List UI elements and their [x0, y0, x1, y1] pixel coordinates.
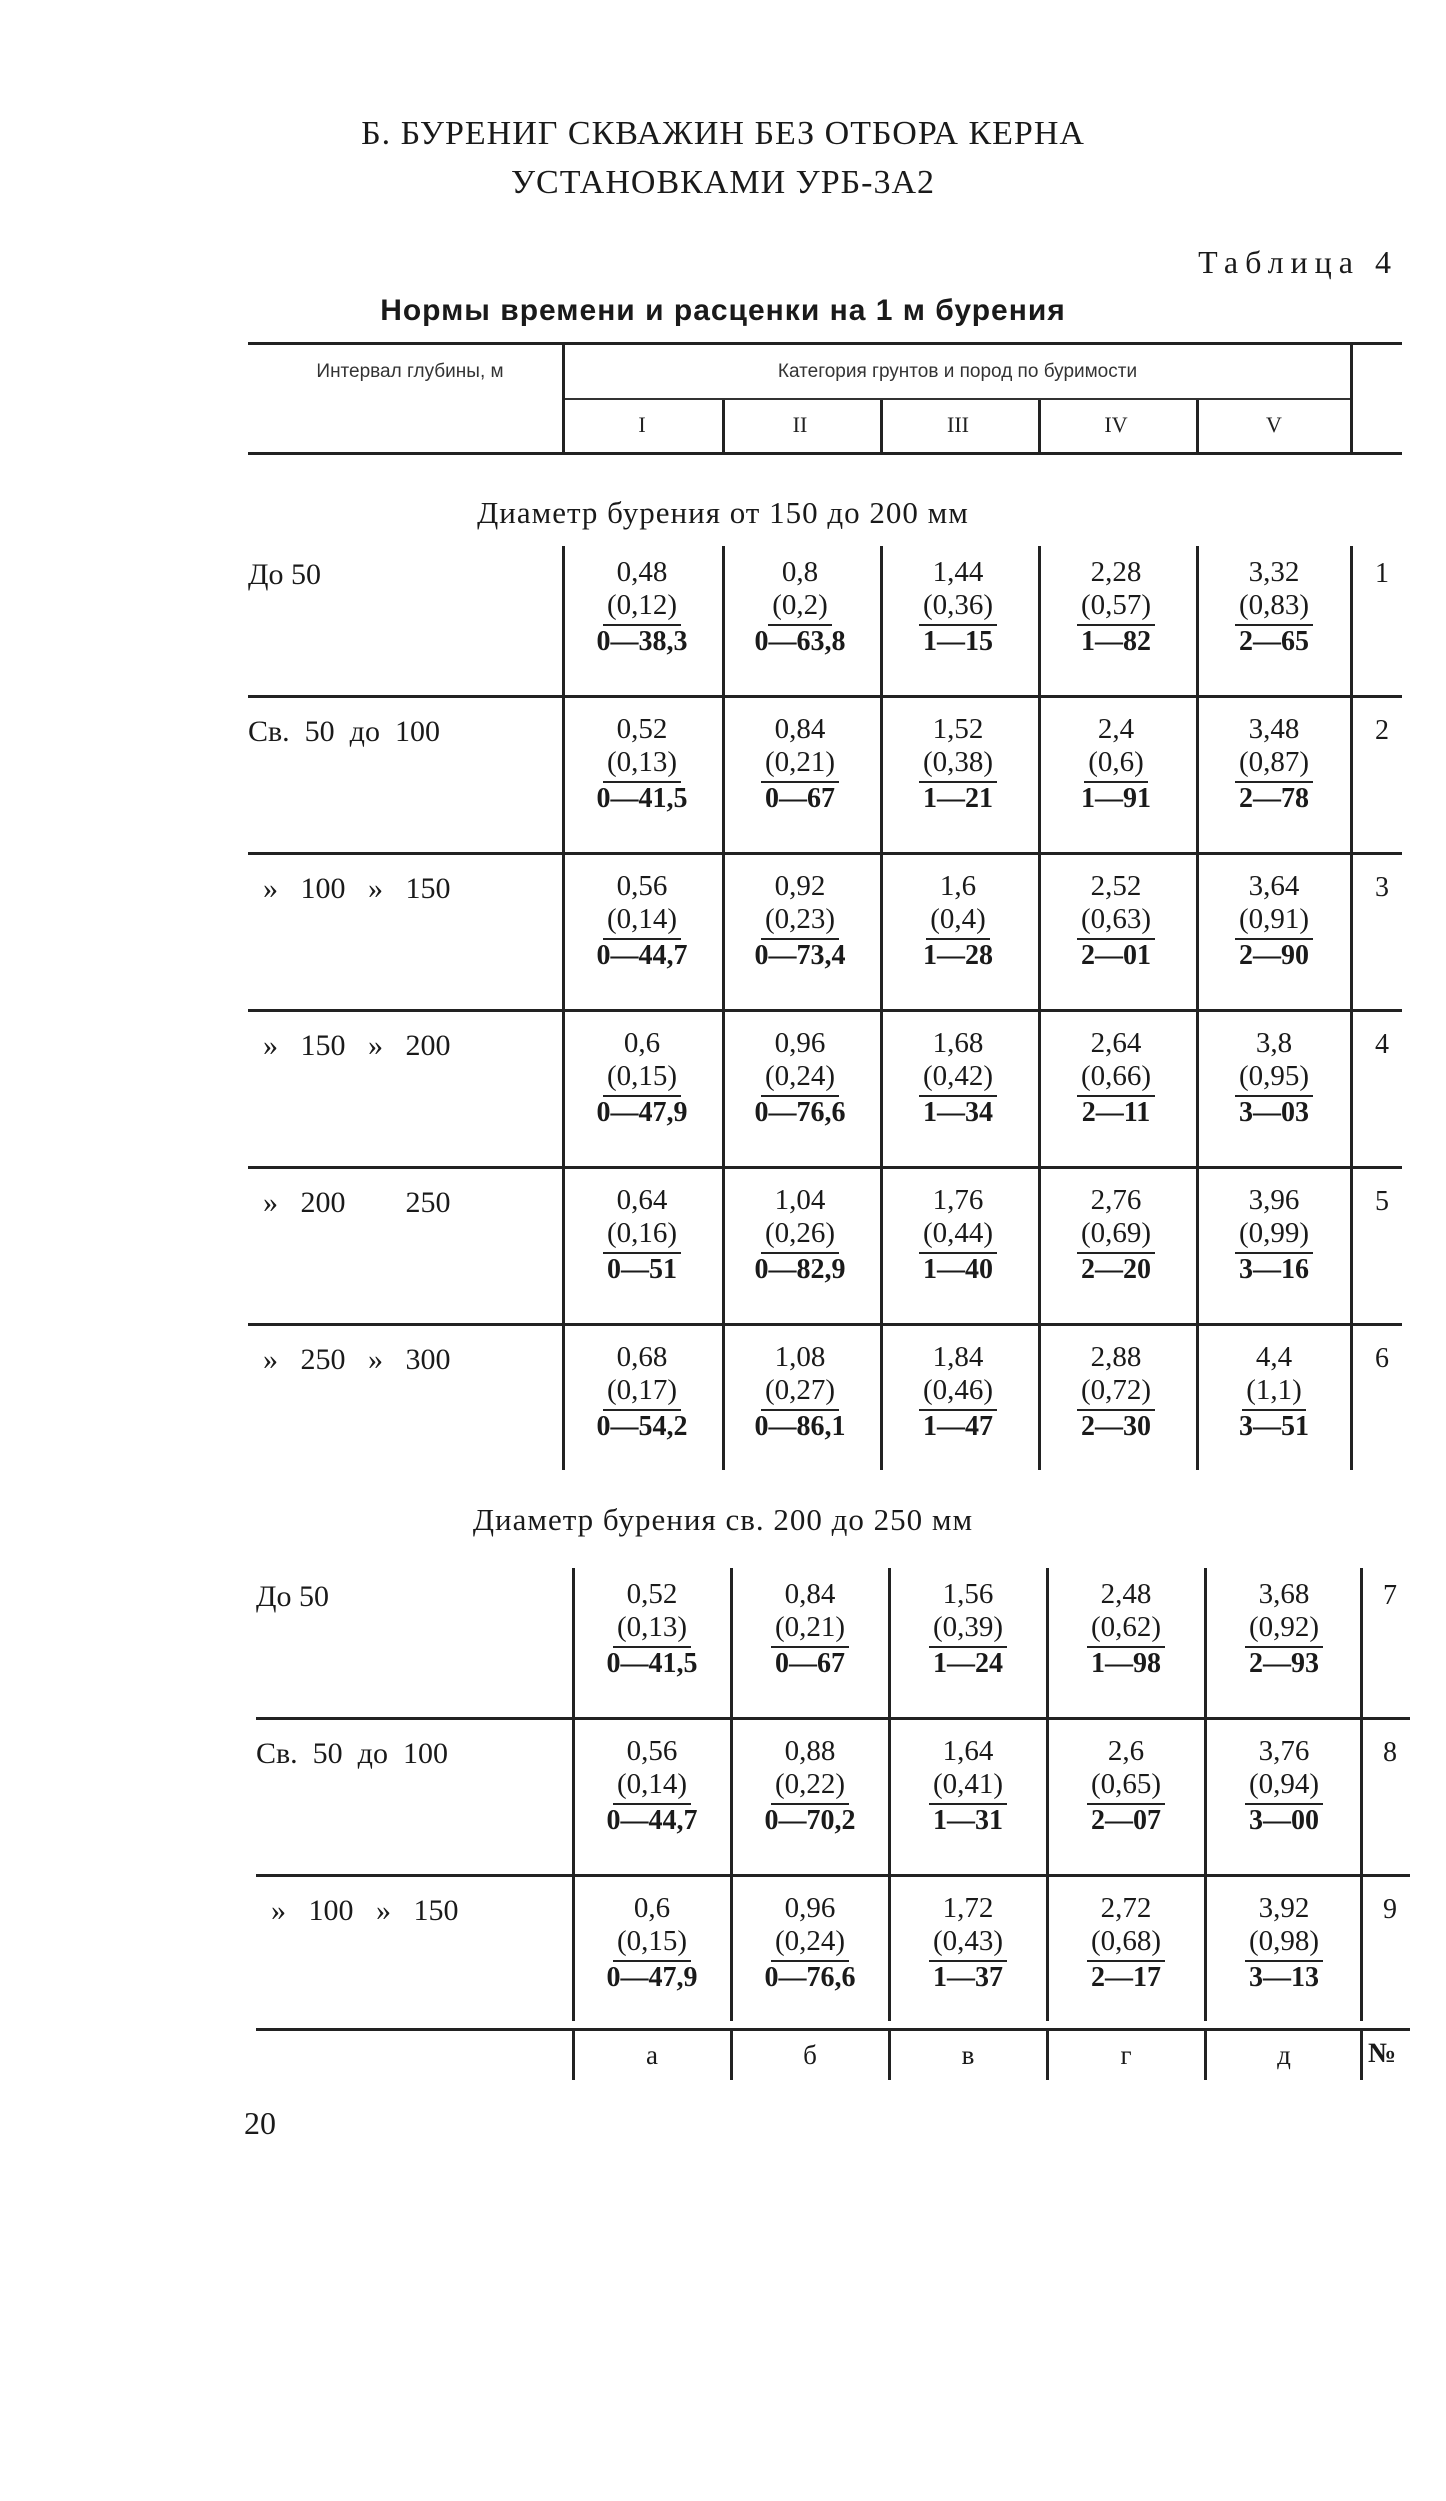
- rate-value: 1—21: [923, 783, 993, 814]
- machine-time: (0,26): [761, 1219, 839, 1254]
- machine-time: (0,92): [1245, 1613, 1323, 1648]
- table-cell: [883, 1186, 1033, 1284]
- table-cell: [1199, 1343, 1349, 1441]
- row-separator: [248, 1166, 1402, 1169]
- machine-time: (0,66): [1077, 1062, 1155, 1097]
- time-norm: 2,52: [1090, 870, 1142, 902]
- time-norm: 1,64: [942, 1735, 994, 1767]
- header-bottom-rule: [248, 452, 1402, 455]
- table-cell: [883, 1343, 1033, 1441]
- time-norm: 2,28: [1090, 556, 1142, 588]
- rate-value: 0—41,5: [606, 1648, 698, 1679]
- time-norm: 0,64: [616, 1184, 668, 1216]
- row-label: » 250 » 300: [248, 1343, 451, 1376]
- category-ii: II: [792, 412, 808, 437]
- rate-value: 0—54,2: [596, 1411, 688, 1442]
- category-v: V: [1266, 412, 1282, 437]
- heading-line-2: УСТАНОВКАМИ УРБ-3А2: [510, 164, 936, 201]
- time-norm: 0,6: [633, 1892, 671, 1924]
- table-cell: [725, 558, 875, 656]
- rate-value: 1—37: [933, 1962, 1003, 1993]
- row-separator: [256, 1717, 1410, 1720]
- machine-time: (0,63): [1077, 905, 1155, 940]
- time-norm: 0,56: [616, 870, 668, 902]
- rate-value: 2—65: [1239, 626, 1309, 657]
- rate-value: 0—70,2: [764, 1805, 856, 1836]
- table-cell: [1209, 1737, 1359, 1835]
- rate-value: 0—76,6: [764, 1962, 856, 1993]
- rate-value: 0—51: [607, 1254, 677, 1285]
- machine-time: (0,38): [919, 748, 997, 783]
- row-number: 9: [1383, 1894, 1397, 1925]
- table-cell: [725, 872, 875, 970]
- table-cell: [1199, 715, 1349, 813]
- rate-value: 2—78: [1239, 783, 1309, 814]
- row-label: » 100 » 150: [248, 872, 451, 905]
- time-norm: 0,8: [781, 556, 819, 588]
- column-line: [572, 1568, 575, 2021]
- table-cell: [577, 1737, 727, 1835]
- column-line: [1196, 546, 1199, 1470]
- rate-value: 1—24: [933, 1648, 1003, 1679]
- machine-time: (0,16): [603, 1219, 681, 1254]
- table-cell: [883, 872, 1033, 970]
- machine-time: (0,4): [926, 905, 990, 940]
- time-norm: 0,84: [784, 1578, 836, 1610]
- rate-value: 0—82,9: [754, 1254, 846, 1285]
- column-line: [722, 546, 725, 1470]
- row-number: 6: [1375, 1343, 1389, 1374]
- time-norm: 3,96: [1248, 1184, 1300, 1216]
- rate-value: 2—20: [1081, 1254, 1151, 1285]
- machine-time: (0,17): [603, 1376, 681, 1411]
- footer-vline: [1360, 2030, 1363, 2080]
- table-cell: [567, 1343, 717, 1441]
- table-cell: [1041, 715, 1191, 813]
- time-norm: 0,88: [784, 1735, 836, 1767]
- rate-value: 0—76,6: [754, 1097, 846, 1128]
- machine-time: (0,14): [603, 905, 681, 940]
- footer-number-label: №: [1368, 2038, 1397, 2069]
- rate-value: 1—91: [1081, 783, 1151, 814]
- time-norm: 1,84: [932, 1341, 984, 1373]
- rate-value: 2—90: [1239, 940, 1309, 971]
- column-line: [888, 1568, 891, 2021]
- machine-time: (0,99): [1235, 1219, 1313, 1254]
- machine-time: (0,98): [1245, 1927, 1323, 1962]
- machine-time: (0,42): [919, 1062, 997, 1097]
- time-norm: 3,48: [1248, 713, 1300, 745]
- table-cell: [725, 1186, 875, 1284]
- time-norm: 4,4: [1255, 1341, 1293, 1373]
- machine-time: (0,39): [929, 1613, 1007, 1648]
- page-number: 20: [244, 2105, 276, 2141]
- table-cell: [893, 1737, 1043, 1835]
- rate-value: 2—07: [1091, 1805, 1161, 1836]
- table-cell: [577, 1894, 727, 1992]
- machine-time: (0,6): [1084, 748, 1148, 783]
- table-cell: [567, 872, 717, 970]
- table-cell: [883, 715, 1033, 813]
- time-norm: 1,76: [932, 1184, 984, 1216]
- machine-time: (0,43): [929, 1927, 1007, 1962]
- machine-time: (0,15): [613, 1927, 691, 1962]
- row-label: Св. 50 до 100: [248, 715, 440, 748]
- row-number: 7: [1383, 1580, 1397, 1611]
- machine-time: (0,23): [761, 905, 839, 940]
- machine-time: (0,22): [771, 1770, 849, 1805]
- column-line: [880, 546, 883, 1470]
- table-label: Таблица 4: [1198, 244, 1398, 280]
- table-cell: [1051, 1580, 1201, 1678]
- rate-value: 0—38,3: [596, 626, 688, 657]
- column-line: [1350, 546, 1353, 1470]
- time-norm: 2,48: [1100, 1578, 1152, 1610]
- table-subtitle: Нормы времени и расценки на 1 м бурения: [380, 294, 1066, 327]
- time-norm: 2,4: [1097, 713, 1135, 745]
- column-line: [1046, 1568, 1049, 2021]
- row-number: 1: [1375, 558, 1389, 589]
- machine-time: (0,46): [919, 1376, 997, 1411]
- table-cell: [567, 1029, 717, 1127]
- time-norm: 1,6: [939, 870, 977, 902]
- rate-value: 2—11: [1081, 1097, 1151, 1128]
- heading-line-1: Б. БУРЕНИГ СКВАЖИН БЕЗ ОТБОРА КЕРНА: [361, 115, 1085, 152]
- row-separator: [248, 1323, 1402, 1326]
- rate-value: 1—98: [1091, 1648, 1161, 1679]
- table-cell: [725, 715, 875, 813]
- table-cell: [1209, 1580, 1359, 1678]
- footer-letter-v: в: [961, 2040, 975, 2070]
- rate-value: 0—41,5: [596, 783, 688, 814]
- table-cell: [735, 1737, 885, 1835]
- time-norm: 0,48: [616, 556, 668, 588]
- row-label: » 100 » 150: [256, 1894, 459, 1927]
- machine-time: (0,57): [1077, 591, 1155, 626]
- machine-time: (0,68): [1087, 1927, 1165, 1962]
- footer-letter-d: д: [1277, 2040, 1291, 2070]
- footer-letter-a: а: [646, 2040, 658, 2070]
- table-cell: [893, 1894, 1043, 1992]
- time-norm: 1,44: [932, 556, 984, 588]
- footer-letter-b: б: [803, 2040, 817, 2070]
- row-separator: [248, 852, 1402, 855]
- section-title-1: Диаметр бурения от 150 до 200 мм: [477, 495, 969, 530]
- rate-value: 1—34: [923, 1097, 993, 1128]
- machine-time: (0,2): [768, 591, 832, 626]
- footer-vline: [1204, 2030, 1207, 2080]
- table-cell: [1199, 1029, 1349, 1127]
- time-norm: 1,56: [942, 1578, 994, 1610]
- header-vline: [1350, 344, 1353, 452]
- rate-value: 0—73,4: [754, 940, 846, 971]
- footer-vline: [730, 2030, 733, 2080]
- machine-time: (1,1): [1242, 1376, 1306, 1411]
- machine-time: (0,95): [1235, 1062, 1313, 1097]
- time-norm: 2,72: [1100, 1892, 1152, 1924]
- time-norm: 1,04: [774, 1184, 826, 1216]
- column-line: [562, 546, 565, 1470]
- table-cell: [893, 1580, 1043, 1678]
- row-number: 2: [1375, 715, 1389, 746]
- machine-time: (0,36): [919, 591, 997, 626]
- rate-value: 2—93: [1249, 1648, 1319, 1679]
- row-label: Св. 50 до 100: [256, 1737, 448, 1770]
- row-separator: [248, 1009, 1402, 1012]
- category-header: Категория грунтов и пород по буримости: [777, 361, 1138, 382]
- category-iv: IV: [1104, 412, 1128, 437]
- machine-time: (0,15): [603, 1062, 681, 1097]
- header-vline: [562, 344, 565, 452]
- machine-time: (0,72): [1077, 1376, 1155, 1411]
- column-line: [730, 1568, 733, 2021]
- time-norm: 1,52: [932, 713, 984, 745]
- machine-time: (0,14): [613, 1770, 691, 1805]
- rate-value: 0—86,1: [754, 1411, 846, 1442]
- rate-value: 2—01: [1081, 940, 1151, 971]
- table-cell: [1041, 558, 1191, 656]
- table-cell: [735, 1580, 885, 1678]
- rate-value: 3—13: [1249, 1962, 1319, 1993]
- row-separator: [248, 695, 1402, 698]
- interval-header: Интервал глубины, м: [316, 361, 504, 382]
- rate-value: 3—00: [1249, 1805, 1319, 1836]
- machine-time: (0,21): [771, 1613, 849, 1648]
- time-norm: 3,64: [1248, 870, 1300, 902]
- header-mid-rule: [562, 398, 1350, 400]
- machine-time: (0,69): [1077, 1219, 1155, 1254]
- rate-value: 1—82: [1081, 626, 1151, 657]
- rate-value: 1—40: [923, 1254, 993, 1285]
- rate-value: 0—47,9: [606, 1962, 698, 1993]
- machine-time: (0,65): [1087, 1770, 1165, 1805]
- machine-time: (0,83): [1235, 591, 1313, 626]
- time-norm: 2,64: [1090, 1027, 1142, 1059]
- time-norm: 0,92: [774, 870, 826, 902]
- rate-value: 1—28: [923, 940, 993, 971]
- table-cell: [1051, 1894, 1201, 1992]
- time-norm: 3,92: [1258, 1892, 1310, 1924]
- column-line: [1360, 1568, 1363, 2021]
- table-cell: [567, 558, 717, 656]
- machine-time: (0,27): [761, 1376, 839, 1411]
- time-norm: 0,52: [626, 1578, 678, 1610]
- header-top-rule: [248, 342, 1402, 345]
- time-norm: 2,6: [1107, 1735, 1145, 1767]
- rate-value: 0—44,7: [596, 940, 688, 971]
- time-norm: 0,52: [616, 713, 668, 745]
- table-cell: [1051, 1737, 1201, 1835]
- table-cell: [1041, 1186, 1191, 1284]
- time-norm: 0,84: [774, 713, 826, 745]
- rate-value: 0—63,8: [754, 626, 846, 657]
- row-label: До 50: [256, 1580, 329, 1613]
- row-number: 3: [1375, 872, 1389, 903]
- time-norm: 1,08: [774, 1341, 826, 1373]
- rate-value: 2—17: [1091, 1962, 1161, 1993]
- row-label: » 200 250: [248, 1186, 451, 1219]
- table-cell: [1041, 872, 1191, 970]
- table-cell: [1199, 558, 1349, 656]
- rate-value: 1—15: [923, 626, 993, 657]
- row-number: 8: [1383, 1737, 1397, 1768]
- rate-value: 3—51: [1239, 1411, 1309, 1442]
- table-cell: [735, 1894, 885, 1992]
- time-norm: 1,72: [942, 1892, 994, 1924]
- time-norm: 0,96: [774, 1027, 826, 1059]
- table-cell: [883, 558, 1033, 656]
- time-norm: 2,76: [1090, 1184, 1142, 1216]
- table-cell: [567, 715, 717, 813]
- footer-vline: [888, 2030, 891, 2080]
- table-cell: [1041, 1029, 1191, 1127]
- rate-value: 0—67: [775, 1648, 845, 1679]
- machine-time: (0,44): [919, 1219, 997, 1254]
- machine-time: (0,12): [603, 591, 681, 626]
- machine-time: (0,24): [761, 1062, 839, 1097]
- machine-time: (0,94): [1245, 1770, 1323, 1805]
- time-norm: 0,96: [784, 1892, 836, 1924]
- column-line: [1204, 1568, 1207, 2021]
- table-cell: [567, 1186, 717, 1284]
- column-line: [1038, 546, 1041, 1470]
- time-norm: 3,76: [1258, 1735, 1310, 1767]
- machine-time: (0,13): [613, 1613, 691, 1648]
- table-cell: [725, 1029, 875, 1127]
- time-norm: 2,88: [1090, 1341, 1142, 1373]
- row-label: До 50: [248, 558, 321, 591]
- footer-letter-g: г: [1120, 2040, 1132, 2070]
- time-norm: 3,32: [1248, 556, 1300, 588]
- footer-vline: [1046, 2030, 1049, 2080]
- rate-value: 2—30: [1081, 1411, 1151, 1442]
- table-cell: [1199, 1186, 1349, 1284]
- rate-value: 0—67: [765, 783, 835, 814]
- category-iii: III: [947, 412, 969, 437]
- time-norm: 3,68: [1258, 1578, 1310, 1610]
- table-cell: [883, 1029, 1033, 1127]
- machine-time: (0,91): [1235, 905, 1313, 940]
- table-cell: [1041, 1343, 1191, 1441]
- table-cell: [725, 1343, 875, 1441]
- machine-time: (0,13): [603, 748, 681, 783]
- rate-value: 1—47: [923, 1411, 993, 1442]
- machine-time: (0,21): [761, 748, 839, 783]
- time-norm: 0,56: [626, 1735, 678, 1767]
- time-norm: 1,68: [932, 1027, 984, 1059]
- section-title-2: Диаметр бурения св. 200 до 250 мм: [472, 1502, 974, 1537]
- time-norm: 0,68: [616, 1341, 668, 1373]
- footer-rule: [256, 2028, 1410, 2031]
- machine-time: (0,87): [1235, 748, 1313, 783]
- rate-value: 3—03: [1239, 1097, 1309, 1128]
- row-label: » 150 » 200: [248, 1029, 451, 1062]
- table-cell: [577, 1580, 727, 1678]
- table-cell: [1209, 1894, 1359, 1992]
- machine-time: (0,62): [1087, 1613, 1165, 1648]
- rate-value: 0—44,7: [606, 1805, 698, 1836]
- rate-value: 1—31: [933, 1805, 1003, 1836]
- rate-value: 3—16: [1239, 1254, 1309, 1285]
- table-cell: [1199, 872, 1349, 970]
- rate-value: 0—47,9: [596, 1097, 688, 1128]
- time-norm: 3,8: [1255, 1027, 1293, 1059]
- row-separator: [256, 1874, 1410, 1877]
- category-i: I: [638, 412, 646, 437]
- time-norm: 0,6: [623, 1027, 661, 1059]
- row-number: 5: [1375, 1186, 1389, 1217]
- machine-time: (0,24): [771, 1927, 849, 1962]
- row-number: 4: [1375, 1029, 1389, 1060]
- footer-vline: [572, 2030, 575, 2080]
- machine-time: (0,41): [929, 1770, 1007, 1805]
